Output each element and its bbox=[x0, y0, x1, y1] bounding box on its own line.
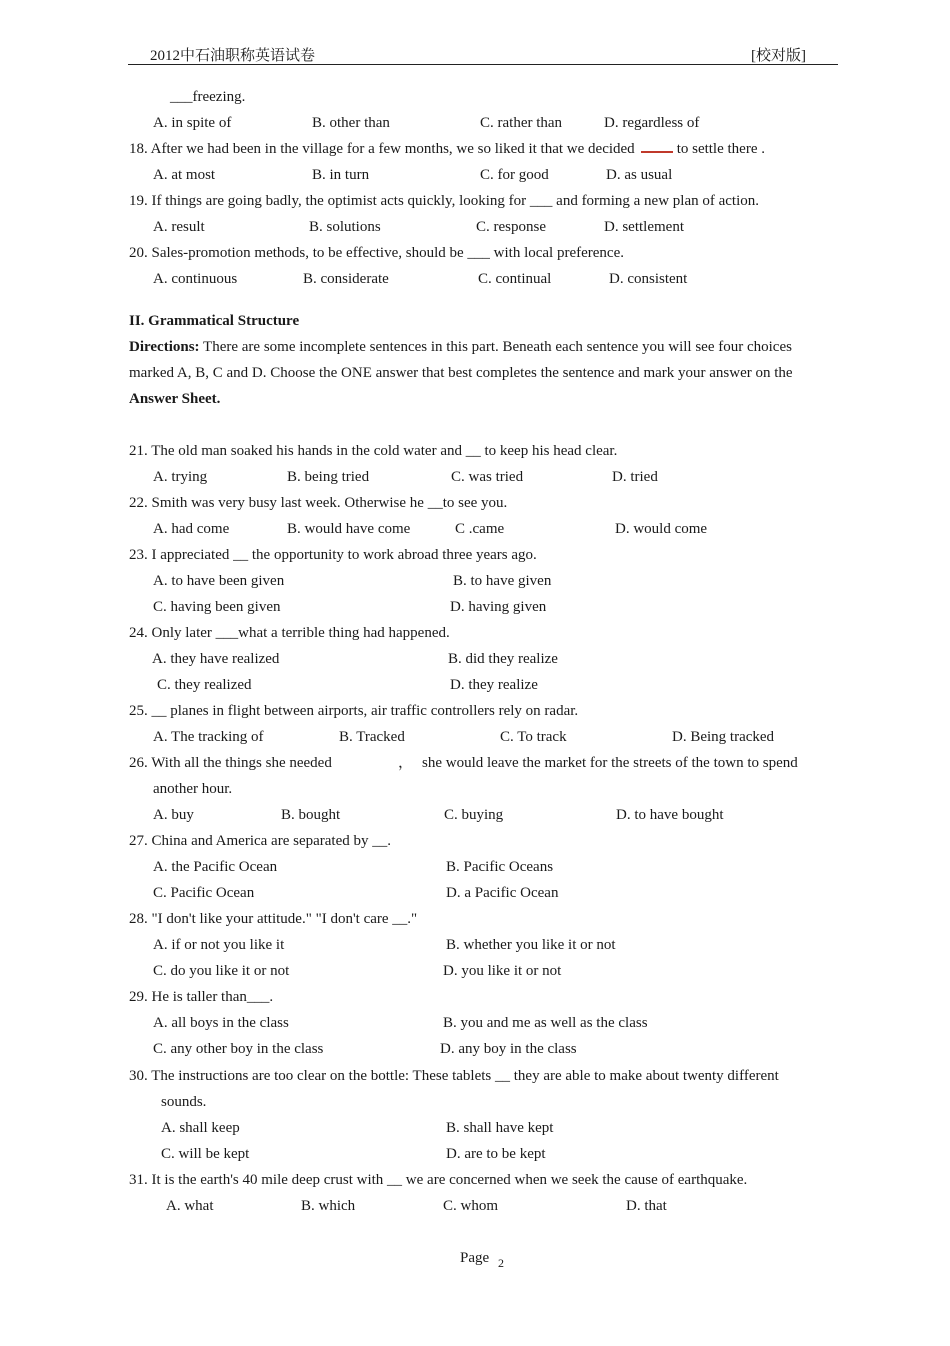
q26-stem-a: 26. With all the things she needed bbox=[129, 755, 332, 771]
q17-stem-tail: ___freezing. bbox=[170, 89, 246, 105]
q20-option-a: A. continuous bbox=[153, 271, 238, 287]
q26-comma: ， bbox=[398, 755, 414, 771]
q28-option-a: A. if or not you like it bbox=[153, 937, 285, 953]
q30-option-d: D. are to be kept bbox=[446, 1146, 546, 1162]
q31-option-b: B. which bbox=[301, 1198, 356, 1214]
q17-option-b: B. other than bbox=[312, 115, 390, 131]
q17-option-a: A. in spite of bbox=[153, 115, 232, 131]
q31-option-d: D. that bbox=[626, 1198, 667, 1214]
q24-option-b: B. did they realize bbox=[448, 651, 558, 667]
q27-option-a: A. the Pacific Ocean bbox=[153, 859, 278, 875]
header-title: 2012中石油职称英语试卷 bbox=[150, 48, 316, 64]
q18-option-d: D. as usual bbox=[606, 167, 673, 183]
q28-option-c: C. do you like it or not bbox=[153, 963, 290, 979]
q18-stem bbox=[129, 140, 765, 158]
q19-stem: 19. If things are going badly, the optimist acts quickly, looking for ___ and forming a new plan of action. bbox=[129, 193, 760, 209]
page-number: 2 bbox=[498, 1256, 504, 1270]
q24-option-d: D. they realize bbox=[450, 677, 538, 693]
q23-option-b: B. to have given bbox=[453, 573, 552, 589]
q30-option-a: A. shall keep bbox=[161, 1120, 240, 1136]
q25-option-b: B. Tracked bbox=[339, 729, 405, 745]
q27-option-b: B. Pacific Oceans bbox=[446, 859, 554, 875]
q24-option-a: A. they have realized bbox=[152, 651, 280, 667]
q19-option-d: D. settlement bbox=[604, 219, 684, 235]
q29-stem: 29. He is taller than___. bbox=[129, 989, 274, 1005]
q22-option-a: A. had come bbox=[153, 521, 230, 537]
q21-option-b: B. being tried bbox=[287, 469, 370, 485]
q23-option-c: C. having been given bbox=[153, 599, 281, 615]
q27-option-d: D. a Pacific Ocean bbox=[446, 885, 559, 901]
q29-option-d: D. any boy in the class bbox=[440, 1041, 577, 1057]
q24-stem: 24. Only later ___what a terrible thing had happened. bbox=[129, 625, 450, 641]
q20-option-d: D. consistent bbox=[609, 271, 688, 287]
q19-option-a: A. result bbox=[153, 219, 205, 235]
q25-option-a: A. The tracking of bbox=[153, 729, 264, 745]
answer-blank bbox=[641, 141, 673, 153]
section-title: II. Grammatical Structure bbox=[129, 313, 300, 329]
q20-option-b: B. considerate bbox=[303, 271, 389, 287]
q30-option-b: B. shall have kept bbox=[446, 1120, 554, 1136]
q28-option-d: D. you like it or not bbox=[443, 963, 562, 979]
directions-line-1 bbox=[129, 338, 792, 356]
q31-option-c: C. whom bbox=[443, 1198, 499, 1214]
q18-stem-a: 18. After we had been in the village for a few months, we so liked it that we decided bbox=[129, 141, 635, 157]
q26-option-d: D. to have bought bbox=[616, 807, 724, 823]
q21-option-d: D. tried bbox=[612, 469, 658, 485]
q22-option-d: D. would come bbox=[615, 521, 708, 537]
q31-stem: 31. It is the earth's 40 mile deep crust with __ we are concerned when we seek the cause of earthquake. bbox=[129, 1172, 748, 1188]
q25-option-c: C. To track bbox=[500, 729, 567, 745]
q20-stem: 20. Sales-promotion methods, to be effective, should be ___ with local preference. bbox=[129, 245, 624, 261]
q18-option-a: A. at most bbox=[153, 167, 216, 183]
q22-option-c: C .came bbox=[455, 521, 505, 537]
q29-option-b: B. you and me as well as the class bbox=[443, 1015, 648, 1031]
q29-option-a: A. all boys in the class bbox=[153, 1015, 289, 1031]
q26-option-c: C. buying bbox=[444, 807, 504, 823]
directions-line-2: marked A, B, C and D. Choose the ONE answer that best completes the sentence and mark your answer on the bbox=[129, 365, 793, 381]
q21-option-a: A. trying bbox=[153, 469, 208, 485]
q28-option-b: B. whether you like it or not bbox=[446, 937, 616, 953]
q18-option-c: C. for good bbox=[480, 167, 549, 183]
q26-option-b: B. bought bbox=[281, 807, 341, 823]
q30-stem-b: sounds. bbox=[161, 1094, 207, 1110]
q23-option-d: D. having given bbox=[450, 599, 547, 615]
header-rule bbox=[128, 64, 838, 65]
q30-option-c: C. will be kept bbox=[161, 1146, 250, 1162]
q25-option-d: D. Being tracked bbox=[672, 729, 775, 745]
directions-text-1: There are some incomplete sentences in this part. Beneath each sentence you will see four choices bbox=[203, 339, 792, 355]
q17-option-d: D. regardless of bbox=[604, 115, 700, 131]
header-version: [校对版] bbox=[751, 48, 806, 64]
q28-stem: 28. "I don't like your attitude." "I don't care __." bbox=[129, 911, 418, 927]
directions-label: Directions: bbox=[129, 339, 200, 355]
q29-option-c: C. any other boy in the class bbox=[153, 1041, 324, 1057]
q27-stem: 27. China and America are separated by __. bbox=[129, 833, 391, 849]
answer-sheet-label: Answer Sheet. bbox=[129, 391, 221, 407]
q26-stem-b: she would leave the market for the streets of the town to spend bbox=[422, 755, 798, 771]
q23-stem: 23. I appreciated __ the opportunity to work abroad three years ago. bbox=[129, 547, 537, 563]
q24-option-c: C. they realized bbox=[157, 677, 252, 693]
q21-option-c: C. was tried bbox=[451, 469, 524, 485]
q23-option-a: A. to have been given bbox=[153, 573, 285, 589]
q18-stem-b: to settle there . bbox=[676, 141, 765, 157]
q26-option-a: A. buy bbox=[153, 807, 194, 823]
q31-option-a: A. what bbox=[166, 1198, 214, 1214]
q19-option-c: C. response bbox=[476, 219, 546, 235]
q22-stem: 22. Smith was very busy last week. Otherwise he __to see you. bbox=[129, 495, 508, 511]
q20-option-c: C. continual bbox=[478, 271, 552, 287]
q17-option-c: C. rather than bbox=[480, 115, 563, 131]
q27-option-c: C. Pacific Ocean bbox=[153, 885, 255, 901]
q26-stem-c: another hour. bbox=[153, 781, 233, 797]
q25-stem: 25. __ planes in flight between airports, air traffic controllers rely on radar. bbox=[129, 703, 579, 719]
q30-stem: 30. The instructions are too clear on the bottle: These tablets __ they are able to make about twenty different bbox=[129, 1068, 779, 1084]
q21-stem: 21. The old man soaked his hands in the cold water and __ to keep his head clear. bbox=[129, 443, 618, 459]
q18-option-b: B. in turn bbox=[312, 167, 370, 183]
q19-option-b: B. solutions bbox=[309, 219, 381, 235]
q22-option-b: B. would have come bbox=[287, 521, 411, 537]
page-label: Page bbox=[460, 1250, 490, 1266]
